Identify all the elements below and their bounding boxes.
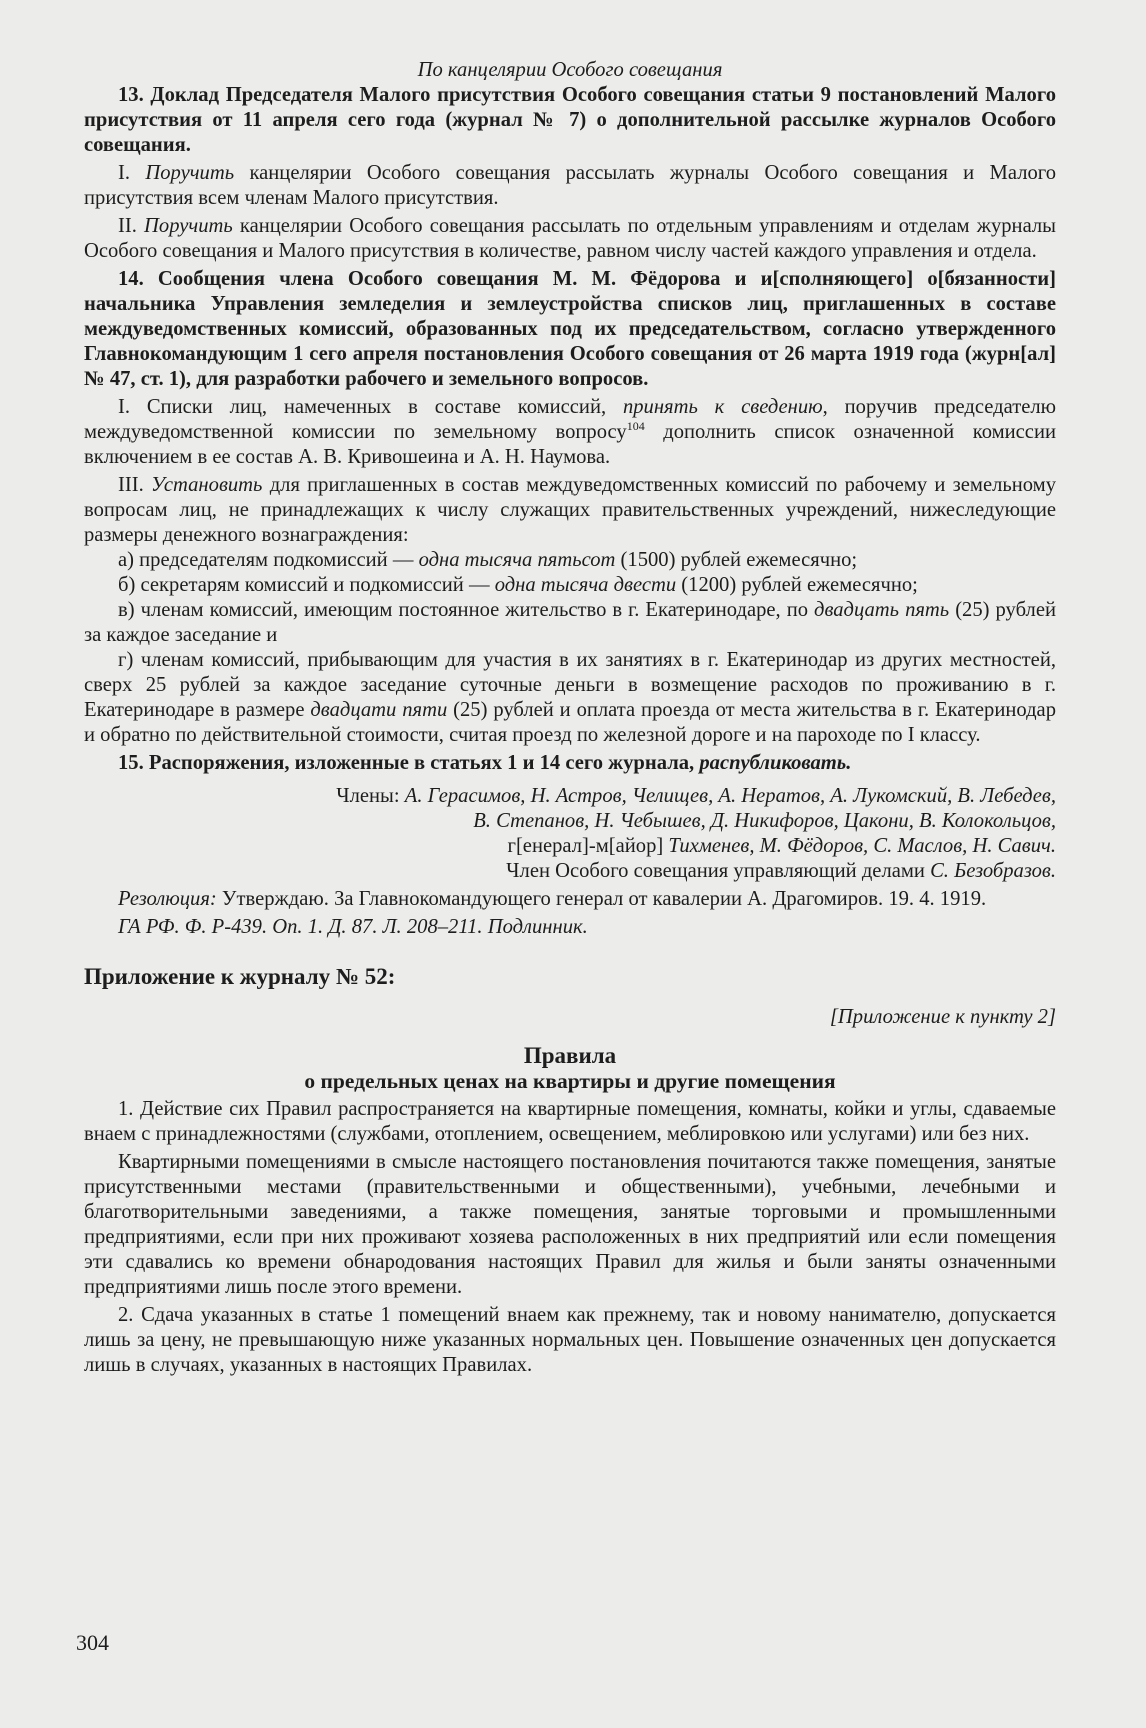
rules-title: Правила bbox=[523, 1043, 617, 1068]
item-14-sub-a: а) председателям подкомиссий — одна тысяча пятьсот (1500) рублей ежемесячно; bbox=[118, 549, 858, 571]
item-14-paragraph-1: I. Списки лиц, намеченных в составе комиссий, принять к сведению, поручив председателю междуведомственной комиссии по земельному вопросу$^{104}$ дополнить список означенной комиссии включением в ее состав А. В. Кривошеина и А. Н. Наумова. bbox=[84, 396, 1056, 468]
item-14-sub-d: г) членам комиссий, прибывающим для участия в их занятиях в г. Екатеринодар из других местностей, сверх 25 рублей за каждое заседание суточные деньги в возмещение расходов по проживанию в г. Екатеринодаре в размере двадцати пяти (25) рублей и оплата проезда от места жительства в г. Екатеринодар и обратно по действительной стоимости, считая проезд по железной дороге и на пароходе по I классу. bbox=[84, 649, 1056, 746]
item-15-heading: 15. Распоряжения, изложенные в статьях 1 и 14 сего журнала, распубликовать. bbox=[118, 752, 852, 774]
page-number: 304 bbox=[76, 1630, 109, 1655]
rules-subtitle: о предельных ценах на квартиры и другие помещения bbox=[304, 1069, 836, 1093]
item-14-paragraph-3: III. Установить для приглашенных в состав междуведомственных комиссий по рабочему и земельному вопросам лиц, не принадлежащих к числу служащих правительственных учреждений, нижеследующие размеры денежного вознаграждения: bbox=[84, 474, 1057, 546]
item-13-heading: 13. Доклад Председателя Малого присутствия Особого совещания статьи 9 постановлений Малого присутствия от 11 апреля сего года (журнал № 7) о дополнительной рассылке журналов Особого совещания. bbox=[84, 84, 1056, 156]
appendix-heading: Приложение к журналу № 52: bbox=[84, 964, 396, 989]
secretary-signature: Член Особого совещания управляющий делами С. Безобразов. bbox=[506, 860, 1056, 882]
item-13-paragraph-1: I. Поручить канцелярии Особого совещания рассылать журналы Особого совещания и Малого присутствия всем членам Малого присутствия. bbox=[84, 162, 1056, 209]
signatures-line-2: В. Степанов, Н. Чебышев, Д. Никифоров, Цакони, В. Колокольцов, bbox=[473, 810, 1056, 832]
item-14-sub-b: б) секретарям комиссий и подкомиссий — одна тысяча двести (1200) рублей ежемесячно; bbox=[118, 574, 918, 596]
item-13-paragraph-2: II. Поручить канцелярии Особого совещания рассылать по отдельным управлениям и отделам журналы Особого совещания и Малого присутствия в количестве, равном числу частей каждого управления и отдела. bbox=[84, 215, 1056, 262]
item-14-sub-c: в) членам комиссий, имеющим постоянное жительство в г. Екатеринодаре, по двадцать пять (25) рублей за каждое заседание и bbox=[84, 599, 1056, 646]
signatures-line-3: г[енерал]-м[айор] Тихменев, М. Фёдоров, С. Маслов, Н. Савич. bbox=[507, 835, 1056, 857]
signatures-line-1: Члены: А. Герасимов, Н. Астров, Челищев, А. Нератов, А. Лукомский, В. Лебедев, bbox=[336, 785, 1056, 807]
footnote-ref: 104 bbox=[626, 419, 645, 434]
archive-reference: ГА РФ. Ф. Р-439. Оп. 1. Д. 87. Л. 208–211. Подлинник. bbox=[118, 916, 588, 938]
rules-paragraph-3: 2. Сдача указанных в статье 1 помещений внаем как прежнему, так и новому нанимателю, допускается лишь за цену, не превышающую ниже указанных нормальных цен. Повышение означенных цен допускается лишь в случаях, указанных в настоящих Правилах. bbox=[84, 1304, 1056, 1376]
rules-paragraph-2: Квартирными помещениями в смысле настоящего постановления почитаются также помещения, занятые присутственными местами (правительственными и общественными), учебными, лечебными и благотворительными заведениями, а также помещения, занятые торговыми и промышленными предприятиями, если при них проживают хозяева расположенных в них предприятий или если помещения эти сдавались ко времени обнародования настоящих Правил для жилья и были заняты означенными предприятиями лишь после этого времени. bbox=[84, 1151, 1056, 1298]
text-column bbox=[84, 58, 1056, 1378]
appendix-note: [Приложение к пункту 2] bbox=[829, 1006, 1056, 1028]
running-head: По канцелярии Особого совещания bbox=[417, 59, 723, 81]
resolution: Резолюция: Утверждаю. За Главнокомандующего генерал от кавалерии А. Драгомиров. 19. 4. 1919. bbox=[118, 888, 987, 910]
item-14-heading: 14. Сообщения члена Особого совещания М. М. Фёдорова и и[сполняющего] о[бязанности] начальника Управления земледелия и землеустройства списков лиц, приглашенных в составе междуведомственных комиссий, образованных под их председательством, согласно утвержденного Главнокомандующим 1 сего апреля постановления Особого совещания от 26 марта 1919 года (журн[ал] № 47, ст. 1), для разработки рабочего и земельного вопросов. bbox=[84, 268, 1056, 390]
rules-paragraph-1: 1. Действие сих Правил распространяется на квартирные помещения, комнаты, койки и углы, сдаваемые внаем с принадлежностями (службами, отоплением, освещением, меблировкою или услугами) или без них. bbox=[84, 1098, 1056, 1145]
